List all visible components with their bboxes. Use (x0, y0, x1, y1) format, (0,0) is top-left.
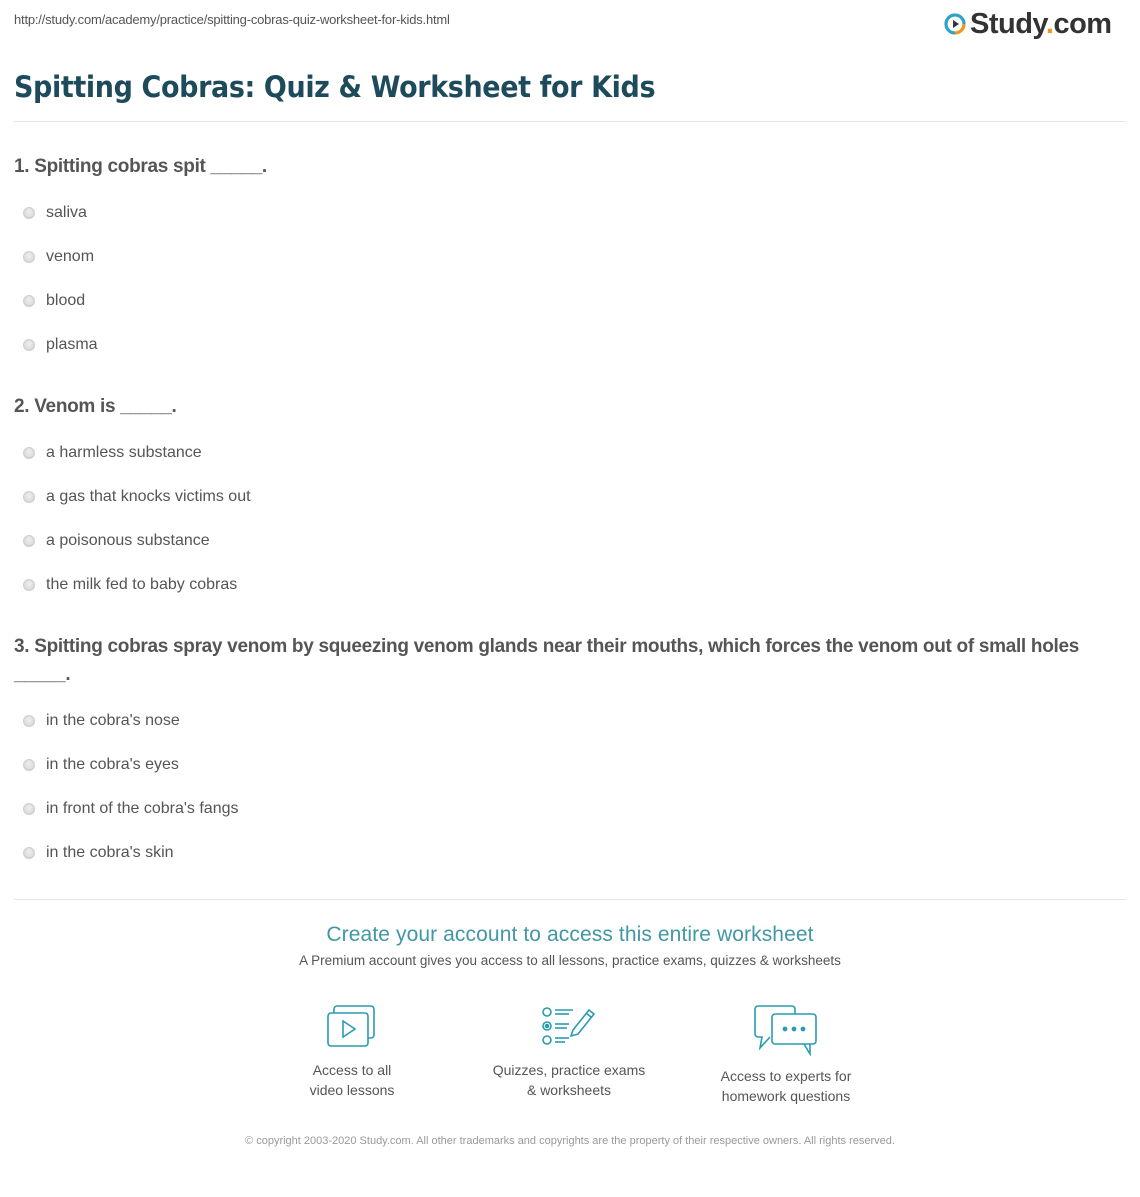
option-label: blood (46, 292, 86, 309)
option-label: a harmless substance (46, 444, 202, 461)
option-label: in the cobra's eyes (46, 756, 179, 773)
feature-quizzes (469, 1004, 669, 1100)
answer-options (14, 195, 1126, 371)
question-2 (14, 393, 1126, 611)
study-logo[interactable] (944, 9, 1112, 39)
radio-button[interactable] (23, 207, 35, 219)
page-url: http://study.com/academy/practice/spitting-cobras-quiz-worksheet-for-kids.html (14, 12, 450, 27)
radio-button[interactable] (23, 579, 35, 591)
question-3 (14, 633, 1126, 879)
radio-button[interactable] (23, 251, 35, 263)
answer-option[interactable] (14, 835, 1126, 879)
option-label: in the cobra's skin (46, 844, 174, 861)
question-text: 1. Spitting cobras spit _____. (14, 156, 267, 177)
cta-subtitle: A Premium account gives you access to all lessons, practice exams, quizzes & worksheets (299, 953, 841, 968)
feature-label: Quizzes, practice exams & worksheets (492, 1062, 646, 1098)
answer-option[interactable] (14, 747, 1126, 791)
radio-button[interactable] (23, 535, 35, 547)
radio-button[interactable] (23, 491, 35, 503)
video-lessons-icon (252, 1004, 452, 1050)
option-label: saliva (46, 204, 87, 221)
radio-button[interactable] (23, 339, 35, 351)
radio-button[interactable] (23, 295, 35, 307)
feature-experts (686, 1004, 886, 1106)
page-title: Spitting Cobras: Quiz & Worksheet for Kids (14, 70, 656, 104)
radio-button[interactable] (23, 715, 35, 727)
answer-option[interactable] (14, 327, 1126, 371)
play-circle-icon (944, 13, 966, 35)
radio-button[interactable] (23, 847, 35, 859)
feature-label: Access to experts for homework questions (720, 1068, 852, 1104)
question-text: 3. Spitting cobras spray venom by squeezing venom glands near their mouths, which forces the venom out of small holes _____. (14, 636, 1080, 685)
option-label: plasma (46, 336, 98, 353)
answer-option[interactable] (14, 479, 1126, 523)
answer-option[interactable] (14, 239, 1126, 283)
answer-option[interactable] (14, 283, 1126, 327)
answer-option[interactable] (14, 435, 1126, 479)
divider (14, 121, 1126, 122)
logo-text: Study.com (970, 8, 1112, 40)
answer-option[interactable] (14, 567, 1126, 611)
question-text: 2. Venom is _____. (14, 396, 177, 417)
radio-button[interactable] (23, 803, 35, 815)
feature-label: Access to all video lessons (309, 1062, 395, 1098)
copyright-notice: © copyright 2003-2020 Study.com. All other trademarks and copyrights are the property of their respective owners. All rights reserved. (245, 1135, 895, 1147)
answer-options (14, 435, 1126, 611)
divider (14, 899, 1126, 900)
option-label: a gas that knocks victims out (46, 488, 251, 505)
option-label: in the cobra's nose (46, 712, 180, 729)
radio-button[interactable] (23, 447, 35, 459)
question-1 (14, 153, 1126, 371)
option-label: venom (46, 248, 95, 265)
answer-option[interactable] (14, 195, 1126, 239)
option-label: a poisonous substance (46, 532, 210, 549)
cta-title[interactable]: Create your account to access this entire worksheet (326, 923, 814, 946)
option-label: in front of the cobra's fangs (46, 800, 239, 817)
radio-button[interactable] (23, 759, 35, 771)
chat-bubbles-icon (686, 1004, 886, 1056)
answer-options (14, 703, 1126, 879)
quiz-checklist-icon (469, 1004, 669, 1050)
answer-option[interactable] (14, 791, 1126, 835)
option-label: the milk fed to baby cobras (46, 576, 238, 593)
answer-option[interactable] (14, 703, 1126, 747)
answer-option[interactable] (14, 523, 1126, 567)
feature-video-lessons (252, 1004, 452, 1100)
